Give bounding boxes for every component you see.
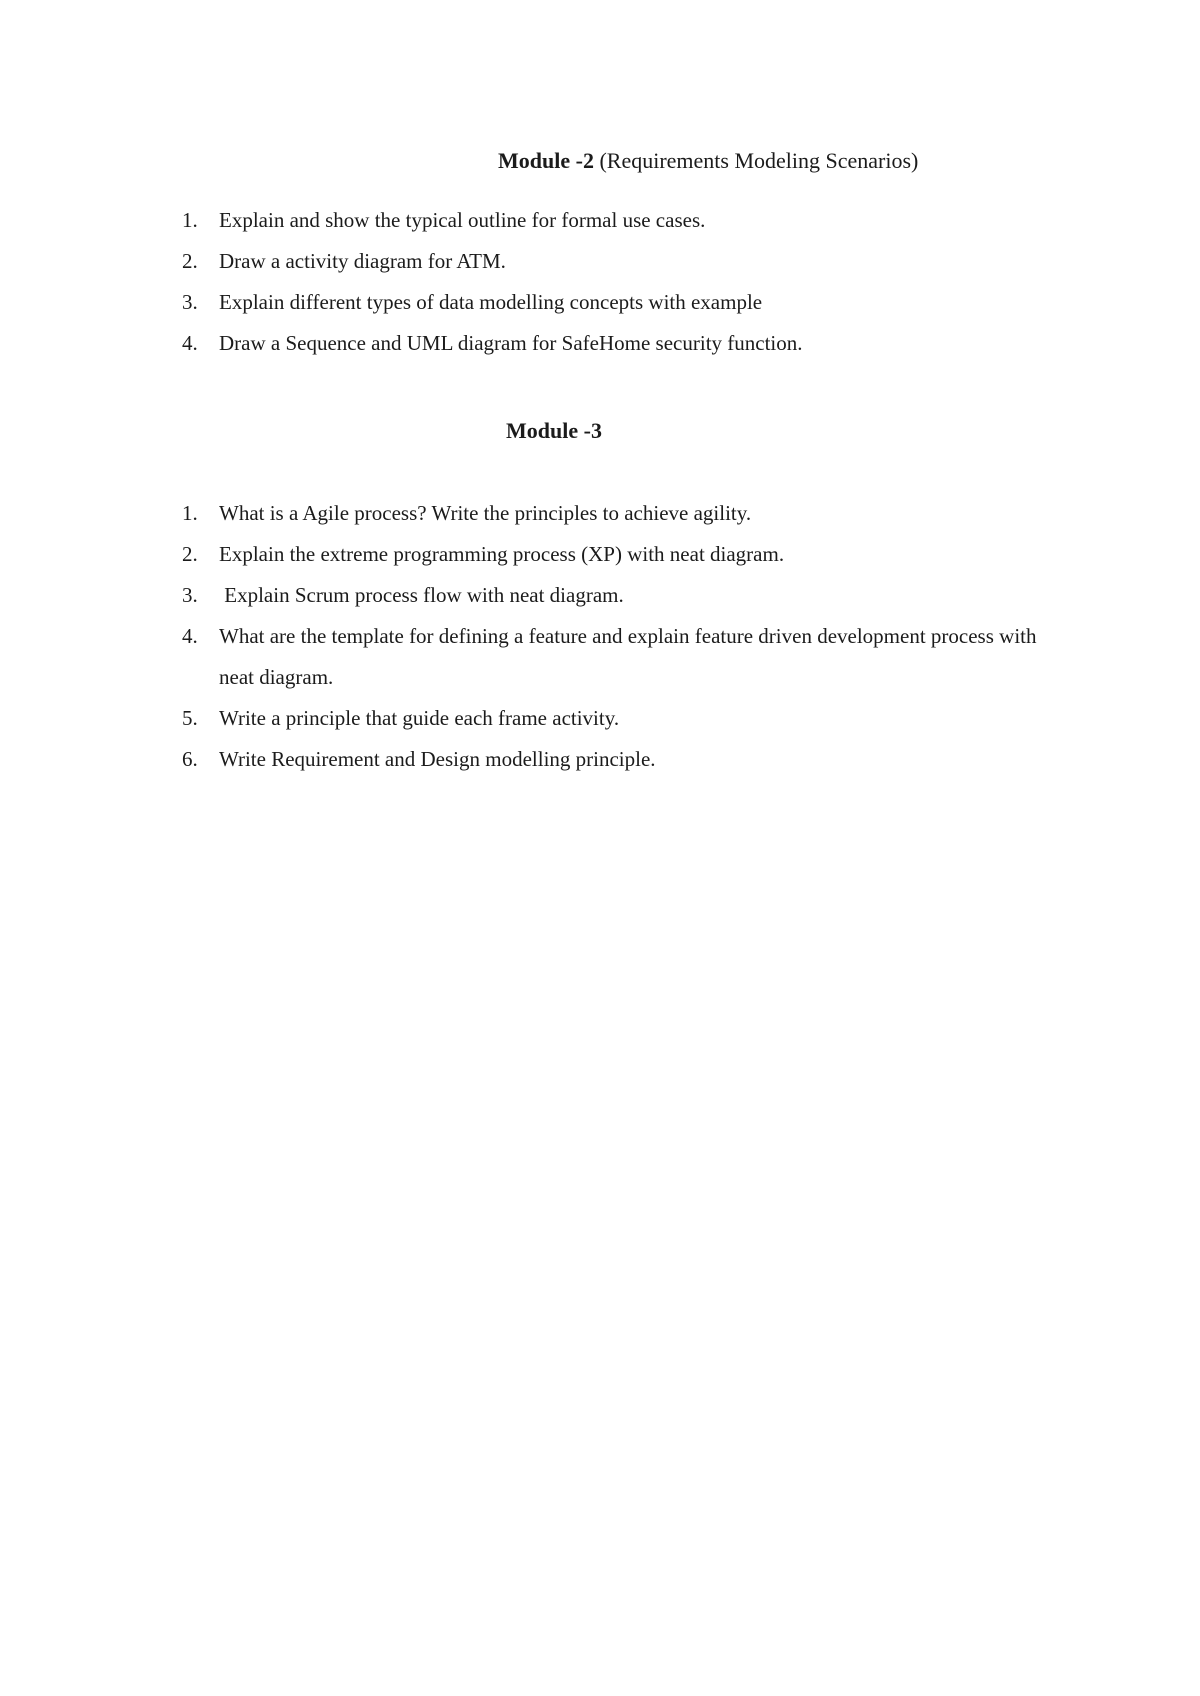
module-3-question-list bbox=[0, 493, 1049, 780]
module-2-heading-subtitle: (Requirements Modeling Scenarios) bbox=[593, 148, 919, 173]
item-text: Explain the extreme programming process (XP) with neat diagram. bbox=[219, 542, 785, 566]
item-number: 1. bbox=[182, 208, 198, 232]
module-2-heading bbox=[498, 147, 918, 175]
item-number: 4. bbox=[182, 624, 198, 648]
item-number: 2. bbox=[182, 249, 198, 273]
module-3-heading bbox=[506, 417, 602, 445]
module-2-heading-bold: Module -2 bbox=[498, 148, 594, 173]
item-text: Draw a Sequence and UML diagram for SafeHome security function. bbox=[219, 331, 803, 355]
list-item bbox=[0, 575, 1049, 616]
item-number: 5. bbox=[182, 706, 198, 730]
item-text: Write a principle that guide each frame activity. bbox=[219, 706, 620, 730]
list-item bbox=[0, 534, 1049, 575]
list-item bbox=[0, 739, 1049, 780]
list-item bbox=[0, 616, 1049, 698]
list-item bbox=[0, 282, 1049, 323]
list-item bbox=[0, 698, 1049, 739]
list-item bbox=[0, 200, 1049, 241]
item-number: 3. bbox=[182, 290, 198, 314]
item-number: 3. bbox=[182, 583, 198, 607]
item-number: 4. bbox=[182, 331, 198, 355]
item-text: Draw a activity diagram for ATM. bbox=[219, 249, 506, 273]
item-number: 6. bbox=[182, 747, 198, 771]
module-2-question-list bbox=[0, 200, 1049, 364]
item-text: Write Requirement and Design modelling principle. bbox=[219, 747, 656, 771]
module-3-heading-bold: Module -3 bbox=[506, 418, 602, 443]
item-text: What is a Agile process? Write the principles to achieve agility. bbox=[219, 501, 752, 525]
item-number: 1. bbox=[182, 501, 198, 525]
list-item bbox=[0, 323, 1049, 364]
item-text: Explain Scrum process flow with neat diagram. bbox=[219, 583, 624, 607]
item-number: 2. bbox=[182, 542, 198, 566]
list-item bbox=[0, 493, 1049, 534]
list-item bbox=[0, 241, 1049, 282]
item-text: Explain and show the typical outline for formal use cases. bbox=[219, 208, 706, 232]
item-text: Explain different types of data modelling concepts with example bbox=[219, 290, 763, 314]
item-text: What are the template for defining a feature and explain feature driven development process with neat diagram. bbox=[219, 624, 1037, 689]
